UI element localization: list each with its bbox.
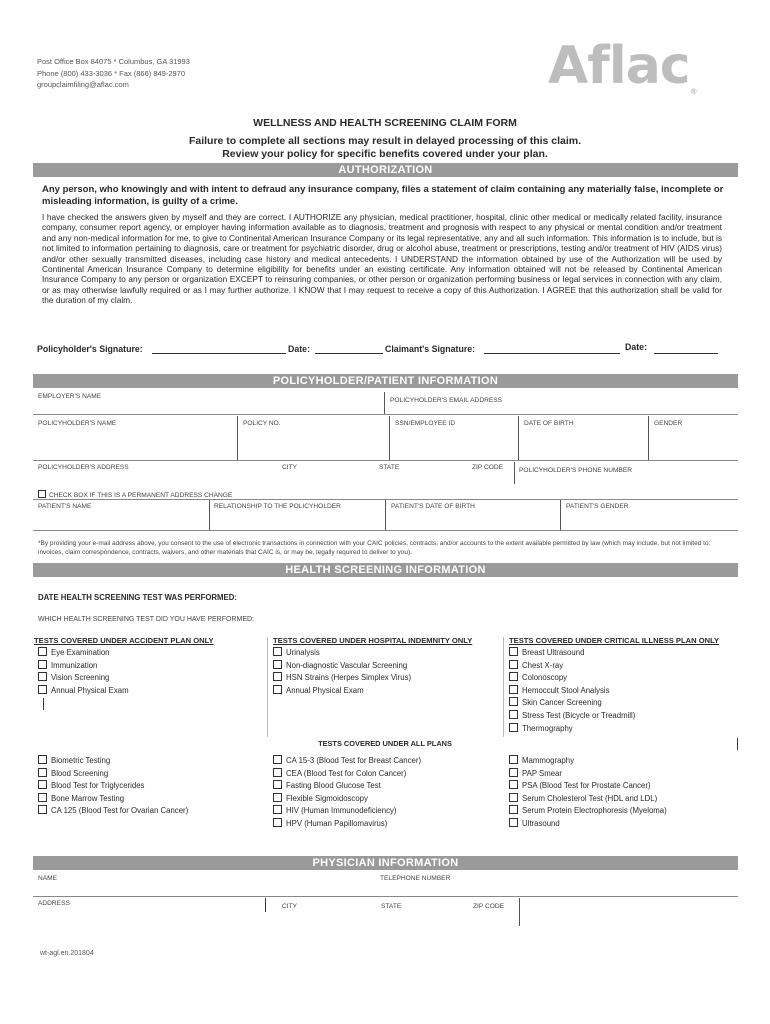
test-checkbox-item[interactable]: Stress Test (Bicycle or Treadmill) (509, 710, 635, 723)
row-divider (33, 896, 738, 897)
date-field-2[interactable] (654, 353, 718, 354)
date-label-2: Date: (625, 342, 647, 352)
phone-label: POLICYHOLDER'S PHONE NUMBER (519, 467, 633, 474)
claimant-signature-label: Claimant's Signature: (385, 344, 476, 354)
test-checkbox-item[interactable]: HSN Strains (Herpes Simplex Virus) (273, 672, 411, 685)
logo-text: Aflac (548, 36, 690, 96)
test-checkbox-item[interactable]: CEA (Blood Test for Colon Cancer) (273, 768, 421, 781)
policyholder-name-label: POLICYHOLDER'S NAME (38, 420, 117, 427)
email-consent-note: *By providing your e-mail address above, you consent to the use of electronic transactions in connection with your CAIC policies, contracts, and/or accounts to the extent available permitted by law (which may include, but not limited to: invoices, claim correspondence, contracts, waivers, and other materials that CAIC is, or may be, legally required to deliver to you). (38, 540, 711, 556)
policyholder-signature-label: Policyholder's Signature: (37, 344, 143, 354)
hospital-test-list (273, 647, 411, 697)
authorization-text: I have checked the answers given by myself and they are correct. I AUTHORIZE any physician, medical practitioner, hospital, clinic other medical or medically related facility, insurance company, consumer report agency, or employer having information available as to diagnosis, treatment and prognosis with respect to any physical or mental condition and/or treatment and any non-medical information for me, to give to Continental American Insurance Company or its legal representative, any and all such information. This information is to include, but is not limited to information pertaining to diagnosis, care or treatment for psychiatric disorder, drug or alcohol abuse, treatment or prescriptions, testing and/or treatment of HIV (AIDS virus) and/or other sexually transmitted diseases, including case history and medical antecedents. I UNDERSTAND the information obtained by use of the Authorization will be used by Continental American Insurance Company to determine eligibility for benefits under an existing certificate. Any information obtained will not be released by Continental American Insurance Company to any person or organization EXCEPT to reinsuring companies, or other person or organization performing business or legal services in connection with any claim, or as may otherwise lawfully required or as I may further authorize. I KNOW that I may request to receive a copy of this Authorization. I AGREE that this authorization shall be valid for the duration of my claim. (42, 212, 722, 306)
divider (237, 416, 238, 460)
policy-no-label: POLICY NO. (243, 420, 281, 427)
form-code: wt-agl.en.201804 (40, 950, 94, 957)
test-checkbox-item[interactable]: Fasting Blood Glucose Test (273, 780, 421, 793)
critical-test-list (509, 647, 635, 735)
divider (519, 898, 520, 926)
physician-zip-label: ZIP CODE (473, 903, 505, 910)
physician-header: PHYSICIAN INFORMATION (33, 856, 738, 870)
test-checkbox-item[interactable]: Mammography (509, 755, 667, 768)
email-line: groupclaimfiling@aflac.com (37, 80, 129, 89)
test-checkbox-item[interactable]: PAP Smear (509, 768, 667, 781)
permanent-change-label (38, 490, 232, 499)
column-divider (267, 637, 268, 737)
permanent-change-checkbox[interactable] (38, 490, 46, 498)
test-checkbox-item[interactable]: CA 15-3 (Blood Test for Breast Cancer) (273, 755, 421, 768)
physician-state-label: STATE (381, 903, 402, 910)
test-checkbox-item[interactable]: Vision Screening (38, 672, 129, 685)
company-address (37, 56, 190, 91)
zip-label: ZIP CODE (472, 464, 504, 471)
test-checkbox-item[interactable]: Blood Screening (38, 768, 188, 781)
test-checkbox-item[interactable]: HIV (Human Immunodeficiency) (273, 805, 421, 818)
test-checkbox-item[interactable]: Serum Protein Electrophoresis (Myeloma) (509, 805, 667, 818)
all-plans-col-2 (273, 755, 421, 831)
patient-gender-label: PATIENT'S GENDER (566, 503, 629, 510)
authorization-header: AUTHORIZATION (33, 163, 738, 177)
date-performed-question: DATE HEALTH SCREENING TEST WAS PERFORMED: (38, 593, 237, 602)
aflac-logo (548, 36, 698, 96)
test-checkbox-item[interactable]: Annual Physical Exam (38, 685, 129, 698)
physician-address-label: ADDRESS (38, 900, 70, 907)
test-checkbox-item[interactable]: CA 125 (Blood Test for Ovarian Cancer) (38, 805, 188, 818)
test-checkbox-item[interactable]: Ultrasound (509, 818, 667, 831)
warning-line-2: Review your policy for specific benefits covered under your plan. (222, 148, 548, 160)
permanent-change-text: CHECK BOX IF THIS IS A PERMANENT ADDRESS CHANGE (49, 492, 233, 499)
physician-name-label: NAME (38, 875, 58, 882)
test-checkbox-item[interactable]: Flexible Sigmoidoscopy (273, 793, 421, 806)
test-checkbox-item[interactable]: Thermography (509, 723, 635, 736)
gender-label: GENDER (654, 420, 683, 427)
patient-dob-label: PATIENT'S DATE OF BIRTH (391, 503, 475, 510)
test-checkbox-item[interactable]: Skin Cancer Screening (509, 697, 635, 710)
test-checkbox-item[interactable]: Hemoccult Stool Analysis (509, 685, 635, 698)
column-divider (503, 637, 504, 737)
test-checkbox-item[interactable]: Blood Test for Triglycerides (38, 780, 188, 793)
test-checkbox-item[interactable]: Biometric Testing (38, 755, 188, 768)
test-checkbox-item[interactable]: Urinalysis (273, 647, 411, 660)
phone-fax-line: Phone (800) 433-3036 * Fax (866) 849-2970 (37, 68, 186, 78)
all-plans-header: TESTS COVERED UNDER ALL PLANS (318, 739, 452, 748)
registered-mark: ® (689, 87, 698, 96)
divider (209, 500, 210, 530)
relationship-label: RELATIONSHIP TO THE POLICYHOLDER (214, 503, 341, 510)
state-label: STATE (379, 464, 400, 471)
row-divider (33, 414, 738, 415)
physician-phone-label: TELEPHONE NUMBER (380, 875, 451, 882)
accident-plan-header: TESTS COVERED UNDER ACCIDENT PLAN ONLY (34, 636, 214, 645)
test-checkbox-item[interactable]: PSA (Blood Test for Prostate Cancer) (509, 780, 667, 793)
which-test-question: WHICH HEALTH SCREENING TEST DID YOU HAVE PERFORMED: (38, 616, 254, 623)
mark (737, 738, 738, 750)
all-plans-col-3 (509, 755, 667, 831)
test-checkbox-item[interactable]: Immunization (38, 660, 129, 673)
policyholder-header: POLICYHOLDER/PATIENT INFORMATION (33, 374, 738, 388)
date-label-1: Date: (288, 344, 310, 354)
test-checkbox-item[interactable]: Colonoscopy (509, 672, 635, 685)
divider (514, 462, 515, 484)
divider (265, 898, 266, 912)
city-label: CITY (282, 464, 298, 471)
employer-name-label: EMPLOYER'S NAME (38, 393, 102, 400)
all-plans-col-1 (38, 755, 188, 818)
mark (43, 698, 44, 710)
test-checkbox-item[interactable]: Chest X-ray (509, 660, 635, 673)
test-checkbox-item[interactable]: Serum Cholesterol Test (HDL and LDL) (509, 793, 667, 806)
fraud-warning: Any person, who knowingly and with intent to defraud any insurance company, files a statement of claim containing any materially false, incomplete or misleading information, is guilty of a crime. (42, 184, 724, 207)
warning-line-1: Failure to complete all sections may result in delayed processing of this claim. (188, 135, 582, 147)
test-checkbox-item[interactable]: Bone Marrow Testing (38, 793, 188, 806)
ssn-label: SSN/EMPLOYEE ID (395, 420, 456, 427)
policyholder-signature-field[interactable] (152, 353, 286, 354)
divider (518, 416, 519, 460)
physician-city-label: CITY (282, 903, 298, 910)
form-warning (0, 135, 770, 161)
health-screening-header: HEALTH SCREENING INFORMATION (33, 563, 738, 577)
patient-name-label: PATIENT'S NAME (38, 503, 92, 510)
test-checkbox-item[interactable]: Eye Examination (38, 647, 129, 660)
divider (384, 392, 385, 414)
address-line: Post Office Box 84075 * Columbus, GA 31993 (37, 57, 190, 66)
test-checkbox-item[interactable]: Breast Ultrasound (509, 647, 635, 660)
test-checkbox-item[interactable]: Non-diagnostic Vascular Screening (273, 660, 411, 673)
divider (389, 416, 390, 460)
form-title: WELLNESS AND HEALTH SCREENING CLAIM FORM (253, 117, 517, 129)
email-label: POLICYHOLDER'S EMAIL ADDRESS (390, 397, 503, 404)
hospital-plan-header: TESTS COVERED UNDER HOSPITAL INDEMNITY ONLY (273, 636, 473, 645)
address-label: POLICYHOLDER'S ADDRESS (38, 464, 129, 471)
divider (385, 500, 386, 530)
test-checkbox-item[interactable]: HPV (Human Papillomavirus) (273, 818, 421, 831)
row-divider (33, 530, 738, 531)
date-field-1[interactable] (315, 353, 383, 354)
dob-label: DATE OF BIRTH (524, 420, 574, 427)
test-checkbox-item[interactable]: Annual Physical Exam (273, 685, 411, 698)
row-divider (33, 460, 738, 461)
accident-test-list (38, 647, 129, 697)
critical-plan-header: TESTS COVERED UNDER CRITICAL ILLNESS PLAN ONLY (509, 636, 720, 645)
divider (648, 416, 649, 460)
divider (560, 500, 561, 530)
claimant-signature-field[interactable] (484, 353, 620, 354)
